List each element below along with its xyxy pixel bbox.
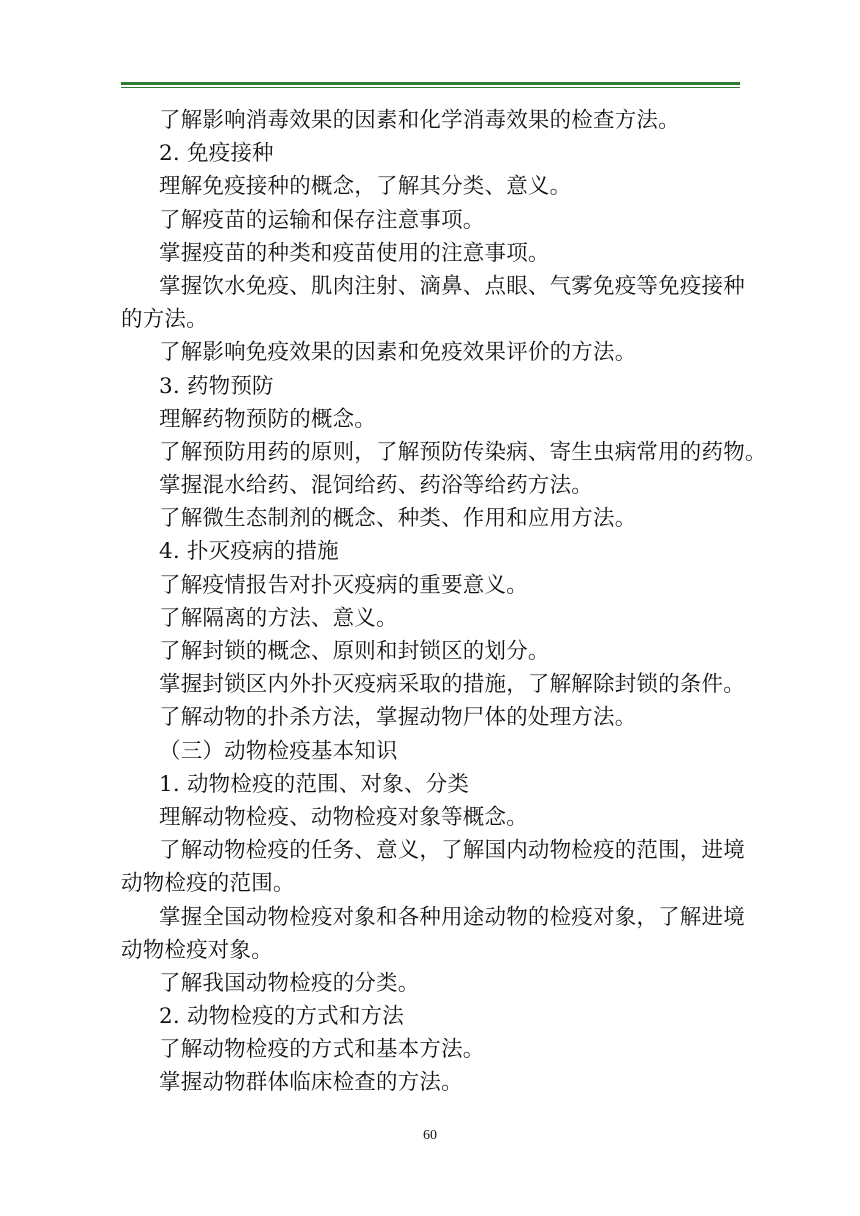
text-line: 掌握封锁区内外扑灭疫病采取的措施，了解解除封锁的条件。 [159,672,745,698]
section-heading: 3. 药物预防 [159,373,274,399]
text-line: 掌握动物群体临床检查的方法。 [159,1070,463,1096]
text-line: 了解预防用药的原则，了解预防传染病、寄生虫病常用的药物。 [159,439,767,465]
section-heading: 4. 扑灭疫病的措施 [159,539,339,565]
text-line: 了解微生态制剂的概念、种类、作用和应用方法。 [159,506,637,532]
text-line: 了解疫情报告对扑灭疫病的重要意义。 [159,572,528,598]
text-line: 了解动物检疫的方式和基本方法。 [159,1037,485,1063]
text-line: 掌握全国动物检疫对象和各种用途动物的检疫对象，了解进境 [159,904,745,930]
text-line: 了解影响免疫效果的因素和免疫效果评价的方法。 [159,340,637,366]
section-heading: 1. 动物检疫的范围、对象、分类 [159,771,470,797]
section-heading: 2. 免疫接种 [159,141,274,167]
page-number: 60 [423,1128,437,1143]
body-text [121,104,767,1100]
text-line: 了解影响消毒效果的因素和化学消毒效果的检查方法。 [159,108,680,133]
text-line: 了解动物的扑杀方法，掌握动物尸体的处理方法。 [159,705,637,731]
text-line: 了解疫苗的运输和保存注意事项。 [159,207,485,233]
text-line: 理解免疫接种的概念，了解其分类、意义。 [159,174,572,200]
text-line: 掌握疫苗的种类和疫苗使用的注意事项。 [159,240,550,266]
text-line: 掌握饮水免疫、肌肉注射、滴鼻、点眼、气雾免疫等免疫接种 [159,273,745,299]
text-line: 了解我国动物检疫的分类。 [159,970,420,996]
text-line: 了解隔离的方法、意义。 [159,605,398,631]
header-rule-thick [121,82,740,85]
text-line-continuation: 动物检疫的范围。 [121,871,295,897]
text-line: 理解动物检疫、动物检疫对象等概念。 [159,804,528,830]
text-line-continuation: 动物检疫对象。 [121,937,273,963]
chapter-heading: （三）动物检疫基本知识 [159,738,398,764]
text-line: 了解封锁的概念、原则和封锁区的划分。 [159,639,550,664]
header-rule-thin [121,87,740,88]
text-line: 了解动物检疫的任务、意义，了解国内动物检疫的范围，进境 [159,838,745,864]
text-line: 掌握混水给药、混饲给药、药浴等给药方法。 [159,473,594,499]
section-heading: 2. 动物检疫的方式和方法 [159,1004,404,1030]
text-line-continuation: 的方法。 [121,307,208,333]
text-line: 理解药物预防的概念。 [159,406,377,432]
